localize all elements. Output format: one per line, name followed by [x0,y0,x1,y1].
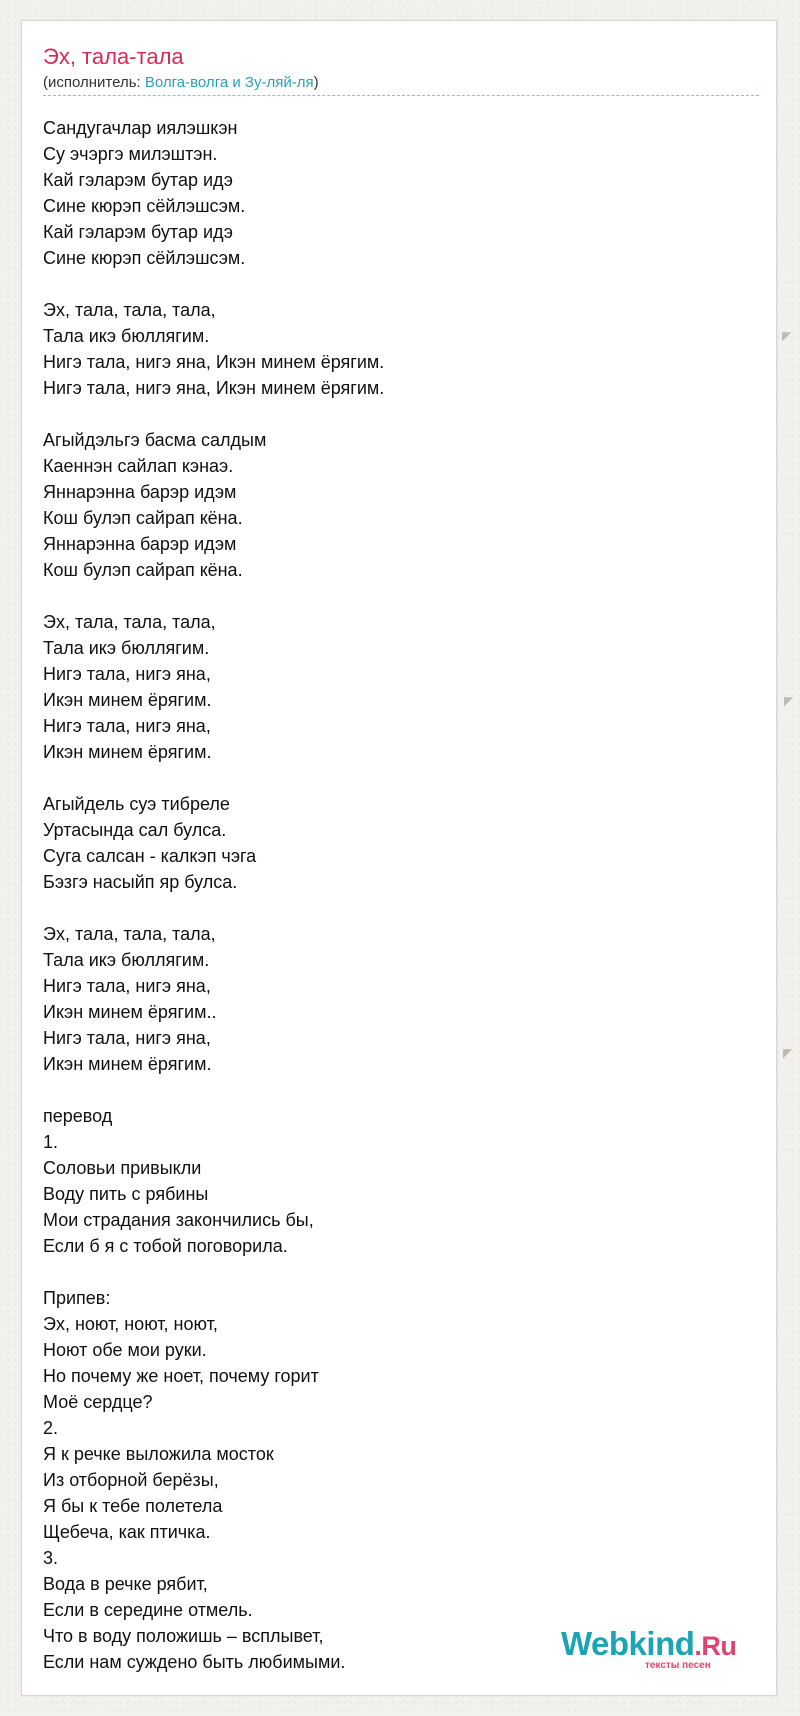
lyric-line: Припев: [43,1288,111,1308]
lyric-line: Я бы к тебе полетела [43,1496,223,1516]
lyric-line: Мои страдания закончились бы, [43,1210,314,1230]
song-title: Эх, тала-тала [43,44,184,69]
lyrics-card [21,20,777,1696]
lyric-line: Если нам суждено быть любимыми. [43,1652,346,1672]
lyric-line: Нигэ тала, нигэ яна, [43,664,211,684]
lyric-line: Сине кюрэп сёйлэшсэм. [43,248,246,268]
lyric-line: Вода в речке рябит, [43,1574,208,1594]
lyric-line: Эх, тала, тала, тала, [43,924,216,944]
lyric-line: Икэн минем ёрягим.. [43,1002,217,1022]
lyric-line: Нигэ тала, нигэ яна, [43,716,211,736]
title-divider [43,95,759,96]
stanza-gap [43,895,759,921]
lyric-line: Если б я с тобой поговорила. [43,1236,288,1256]
lyric-line: Яннарэнна барэр идэм [43,482,237,502]
lyric-line: Кай гэларэм бутар идэ [43,170,233,190]
lyric-line: Что в воду положишь – всплывет, [43,1626,324,1646]
lyric-line: Кай гэларэм бутар идэ [43,222,233,242]
webkind-logo[interactable] [561,1624,771,1680]
decorative-mark: ◤ [782,329,792,343]
lyric-line: Тала икэ бюллягим. [43,638,210,658]
stanza-gap [43,401,759,427]
lyric-line: Эх, тала, тала, тала, [43,612,216,632]
lyric-line: Агыйдель суэ тибреле [43,794,230,814]
performer-suffix: ) [313,74,319,91]
artist-link[interactable]: Волга-волга и Зу-ляй-ля [144,74,314,91]
lyric-line: Эх, тала, тала, тала, [43,300,216,320]
stanza-gap [43,271,759,297]
lyrics-text [43,115,759,1675]
lyric-line: Нигэ тала, нигэ яна, Икэн минем ёрягим. [43,352,385,372]
lyric-line: Из отборной берёзы, [43,1470,219,1490]
lyric-line: Нигэ тала, нигэ яна, [43,976,211,996]
lyric-line: Суга салсан - калкэп чэга [43,846,257,866]
lyric-line: 1. [43,1132,59,1152]
lyric-line: Икэн минем ёрягим. [43,1054,212,1074]
stanza-gap [43,583,759,609]
lyric-line: Кош булэп сайрап кёна. [43,560,243,580]
logo-tagline: тексты песен [645,1660,711,1671]
logo-tld: .Ru [694,1631,737,1661]
lyric-line: Моё сердце? [43,1392,153,1412]
lyric-line: Бэзгэ насыйп яр булса. [43,872,238,892]
stanza-gap [43,1259,759,1285]
lyric-line: Воду пить с рябины [43,1184,209,1204]
lyric-line: Икэн минем ёрягим. [43,690,212,710]
lyric-line: Яннарэнна барэр идэм [43,534,237,554]
stanza-gap [43,1077,759,1103]
lyric-line: Агыйдэльгэ басма салдым [43,430,267,450]
decorative-mark: ◤ [784,694,794,708]
lyric-line: Тала икэ бюллягим. [43,950,210,970]
lyric-line: Уртасында сал булса. [43,820,227,840]
lyric-line: Сине кюрэп сёйлэшсэм. [43,196,246,216]
performer-line [43,73,319,93]
lyric-line: Икэн минем ёрягим. [43,742,212,762]
lyric-line: Но почему же ноет, почему горит [43,1366,319,1386]
lyric-line: Су эчэргэ милэштэн. [43,144,218,164]
lyric-line: Сандугачлар иялэшкэн [43,118,238,138]
logo-name: Webkind [561,1625,695,1662]
lyric-line: Щебеча, как птичка. [43,1522,211,1542]
lyric-line: Кош булэп сайрап кёна. [43,508,243,528]
lyric-line: Каеннэн сайлап кэнаэ. [43,456,234,476]
lyric-line: Нигэ тала, нигэ яна, Икэн минем ёрягим. [43,378,385,398]
lyric-line: 2. [43,1418,59,1438]
lyric-line: Тала икэ бюллягим. [43,326,210,346]
lyric-line: Я к речке выложила мосток [43,1444,274,1464]
stanza-gap [43,765,759,791]
lyric-line: Нигэ тала, нигэ яна, [43,1028,211,1048]
lyric-line: Ноют обе мои руки. [43,1340,207,1360]
lyric-line: Если в середине отмель. [43,1600,253,1620]
decorative-mark: ◤ [783,1046,793,1060]
performer-prefix: (исполнитель: [43,74,145,91]
lyric-line: 3. [43,1548,59,1568]
lyric-line: перевод [43,1106,113,1126]
lyric-line: Соловьи привыкли [43,1158,202,1178]
lyric-line: Эх, ноют, ноют, ноют, [43,1314,218,1334]
